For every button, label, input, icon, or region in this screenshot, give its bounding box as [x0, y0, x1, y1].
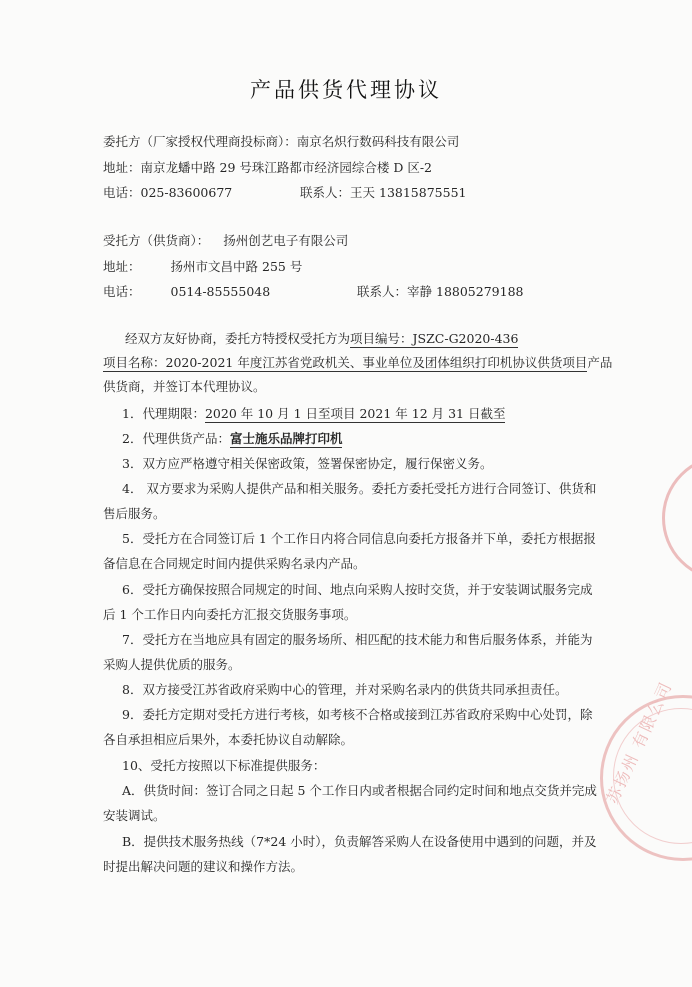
agent-address: 扬州市文昌中路 255 号: [170, 259, 303, 274]
agency-period: 2020 年 10 月 1 日至项目 2021 年 12 月 31 日截至: [204, 406, 506, 421]
item-2-label: 2．代理供货产品：: [122, 431, 230, 446]
company-seal-bottom: [600, 677, 692, 861]
document-title: 产品供货代理协议: [250, 78, 442, 102]
item-b-line-1: B．提供技术服务热线（7*24 小时），负责解答采购人在设备使用中遇到的问题，并及: [122, 834, 597, 849]
item-4-line-2: 售后服务。: [103, 506, 166, 521]
seal-text: 苏扬州 有限公司: [602, 677, 677, 807]
item-1-label: 1．代理期限：: [122, 406, 205, 421]
item-7-line-1: 7．受托方在当地应具有固定的服务场所、相匹配的技术能力和售后服务体系，并能为: [122, 632, 593, 647]
agent-contact: 宰静 18805279188: [407, 284, 524, 299]
client-address-label: 地址：: [103, 160, 141, 175]
item-1: [122, 406, 505, 422]
client-tel-line: [103, 185, 232, 201]
item-6-line-1: 6．受托方确保按照合同规定的时间、地点向采购人按时交货，并于安装调试服务完成: [122, 582, 593, 597]
client-name: 南京名炽行数码科技有限公司: [296, 134, 460, 149]
client-address: 南京龙蟠中路 29 号珠江路都市经济园综合楼 D 区-2: [140, 160, 433, 175]
client-line: [103, 134, 459, 150]
agent-label: 受托方（供货商）：: [103, 233, 210, 248]
agent-line: [103, 233, 348, 249]
item-6-line-2: 后 1 个工作日内向委托方汇报交货服务事项。: [103, 607, 357, 622]
item-9-line-1: 9．委托方定期对受托方进行考核，如考核不合格或接到江苏省政府采购中心处罚，除: [122, 707, 593, 722]
intro-line-2: [103, 355, 612, 371]
intro-line-1: [125, 331, 518, 347]
item-4-line-1: 4． 双方要求为采购人提供产品和相关服务。委托方委托受托方进行合同签订、供货和: [122, 481, 597, 496]
client-address-line: [103, 160, 432, 176]
item-a-line-2: 安装调试。: [103, 808, 166, 823]
item-8: 8．双方接受江苏省政府采购中心的管理，并对采购名录内的供货共同承担责任。: [122, 682, 568, 697]
client-label: 委托方（厂家授权代理商投标商）：: [103, 134, 297, 149]
item-2: [122, 431, 342, 447]
agent-name: 扬州创艺电子有限公司: [223, 233, 349, 248]
intro-text-1: 经双方友好协商，委托方特授权受托方为: [125, 331, 351, 346]
item-b-line-2: 时提出解决问题的建议和操作方法。: [103, 859, 304, 874]
agent-address-line: [103, 259, 302, 275]
agent-address-label: 地址：: [103, 259, 141, 274]
item-10: 10、受托方按照以下标准提供服务：: [122, 758, 326, 773]
company-seal-top: [662, 455, 692, 581]
project-name: 项目名称：2020-2021 年度江苏省党政机关、事业单位及团体组织打印机协议供货项目: [103, 355, 588, 370]
project-number: 项目编号：JSZC-G2020-436: [350, 331, 519, 346]
client-contact: 王天 13815875551: [350, 185, 467, 200]
client-contact-label: 联系人：: [300, 185, 351, 200]
item-a-line-1: A．供货时间：签订合同之日起 5 个工作日内或者根据合同约定时间和地点交货并完成: [122, 783, 597, 798]
intro-line-3: 供货商，并签订本代理协议。: [103, 379, 266, 394]
agent-contact-label: 联系人：: [357, 284, 408, 299]
client-tel: 025-83600677: [140, 185, 233, 200]
agent-tel-line: [103, 284, 270, 300]
client-tel-label: 电话：: [103, 185, 141, 200]
client-contact-line: [300, 185, 466, 201]
agency-product: 富士施乐品牌打印机: [229, 431, 343, 446]
item-7-line-2: 采购人提供优质的服务。: [103, 657, 241, 672]
item-5-line-1: 5．受托方在合同签订后 1 个工作日内将合同信息向委托方报备并下单，委托方根据报: [122, 531, 596, 546]
intro-text-2: 产品: [587, 355, 613, 370]
item-3: 3．双方应严格遵守相关保密政策，签署保密协定，履行保密义务。: [122, 456, 493, 471]
item-5-line-2: 备信息在合同规定时间内提供采购名录内产品。: [103, 556, 366, 571]
agent-contact-line: [357, 284, 523, 300]
item-9-line-2: 各自承担相应后果外，本委托协议自动解除。: [103, 732, 354, 747]
agent-tel-label: 电话：: [103, 284, 141, 299]
agent-tel: 0514-85555048: [170, 284, 271, 299]
